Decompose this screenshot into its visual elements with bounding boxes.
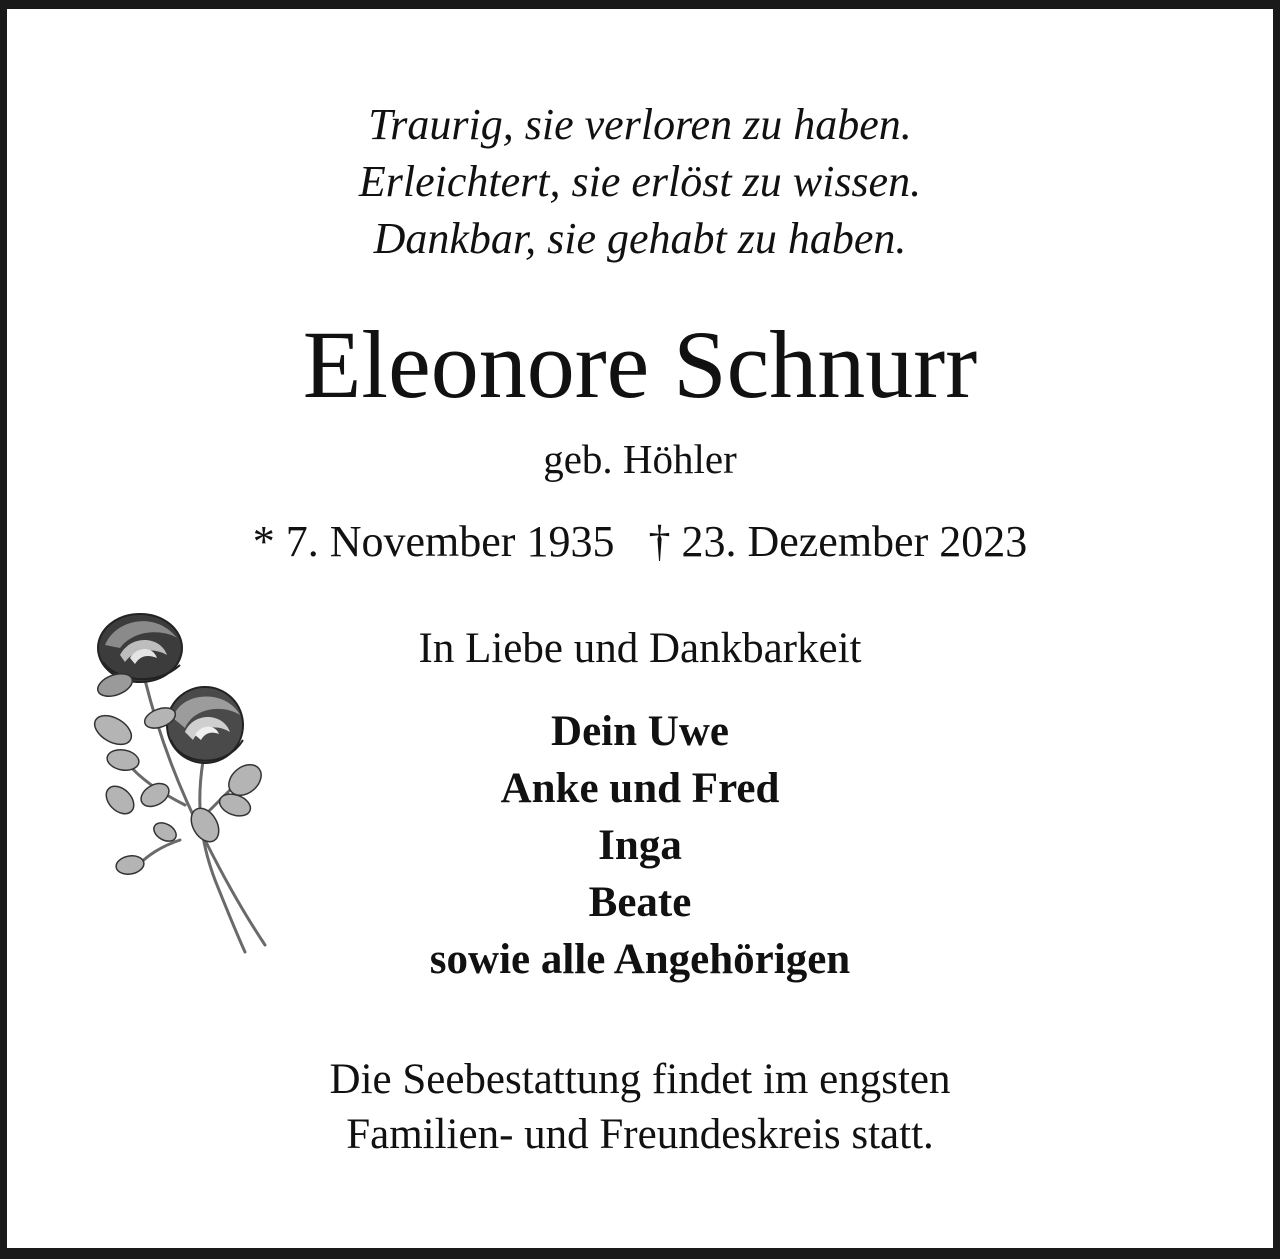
mourner-name: Inga <box>598 822 682 869</box>
dedication-text: In Liebe und Dankbarkeit <box>418 625 862 672</box>
funeral-note-line: Die Seebestattung findet im engsten <box>329 1056 951 1103</box>
life-dates <box>0 515 1280 569</box>
death-date: † 23. Dezember 2023 <box>648 517 1028 566</box>
mourner-name: Anke und Fred <box>500 765 780 812</box>
birth-date: * 7. November 1935 <box>252 517 615 566</box>
mourner-name: sowie alle Angehörigen <box>429 936 851 983</box>
mourners-list <box>0 703 1280 988</box>
birth-name: geb. Höhler <box>543 436 737 482</box>
mourner-name: Beate <box>588 879 692 926</box>
funeral-note-line: Familien- und Freundeskreis statt. <box>346 1111 934 1158</box>
funeral-note <box>0 1052 1280 1162</box>
poem-line: Dankbar, sie gehabt zu haben. <box>373 214 907 263</box>
deceased-name: Eleonore Schnurr <box>302 311 978 418</box>
poem-line: Traurig, sie verloren zu haben. <box>368 100 912 149</box>
poem <box>0 96 1280 267</box>
poem-line: Erleichtert, sie erlöst zu wissen. <box>358 157 922 206</box>
mourner-name: Dein Uwe <box>551 708 729 755</box>
